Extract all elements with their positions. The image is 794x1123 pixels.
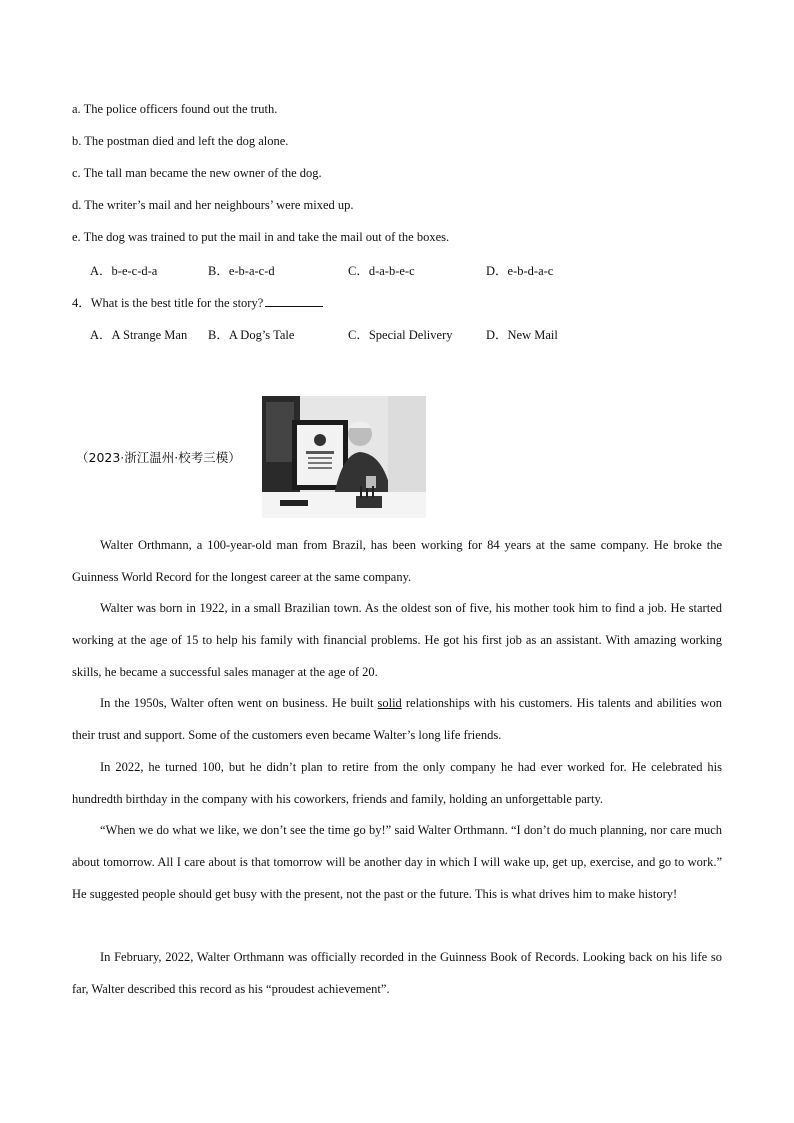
q4-question <box>72 293 323 311</box>
paragraph-3-part1: In the 1950s, Walter often went on business. He built <box>100 696 378 710</box>
paragraph-4: In 2022, he turned 100, but he didn’t plan to retire from the only company he had ever worked for. He celebrated his hundredth birthday in the company with his coworkers, friends and family, holding an unforgettable party. <box>72 760 722 806</box>
q3-option-a[interactable]: A．b-e-c-d-a <box>90 264 158 278</box>
paragraph-3-part2: relationships with his customers. His talents and abilities won their trust and support. Some of the customers even became Walter’s long life friends. <box>72 696 722 742</box>
q3-option-b[interactable]: B．e-b-a-c-d <box>208 264 275 278</box>
statement-a: a. The police officers found out the truth. <box>72 102 278 116</box>
paragraph-1: Walter Orthmann, a 100-year-old man from Brazil, has been working for 84 years at the same company. He broke the Guinness World Record for the longest career at the same company. <box>72 538 722 584</box>
q3-option-c[interactable]: C．d-a-b-e-c <box>348 264 415 278</box>
paragraph-3 <box>72 688 722 752</box>
q4-option-a[interactable]: A．A Strange Man <box>90 328 188 342</box>
q4-question-text: 4．What is the best title for the story? <box>72 296 264 310</box>
statement-e: e. The dog was trained to put the mail in and take the mail out of the boxes. <box>72 230 450 244</box>
q4-option-c[interactable]: C．Special Delivery <box>348 328 453 342</box>
q4-option-b[interactable]: B．A Dog’s Tale <box>208 328 295 342</box>
underlined-word: solid <box>377 696 402 710</box>
paragraph-5: “When we do what we like, we don’t see the time go by!” said Walter Orthmann. “I don’t do much planning, nor care much about tomorrow. All I care about is that tomorrow will be another day in which I will wake up, get up, exercise, and go to work.” He suggested people should get busy with the present, not the past or the future. This is what drives him to make history! <box>72 823 722 901</box>
paragraph-2: Walter was born in 1922, in a small Brazilian town. As the oldest son of five, his mother took him to find a job. He started working at the age of 15 to help his family with financial problems. He got his first job as an assistant. With amazing working skills, he became a successful sales manager at the age of 20. <box>72 601 722 679</box>
statement-b: b. The postman died and left the dog alone. <box>72 134 289 148</box>
source-label: （2023·浙江温州·校考三模） <box>76 450 241 465</box>
statement-d: d. The writer’s mail and her neighbours’ were mixed up. <box>72 198 354 212</box>
answer-blank[interactable] <box>265 295 323 307</box>
certificate-photo <box>262 396 426 518</box>
q3-option-d[interactable]: D．e-b-d-a-c <box>486 264 554 278</box>
statement-c: c. The tall man became the new owner of the dog. <box>72 166 322 180</box>
q4-option-d[interactable]: D．New Mail <box>486 328 558 342</box>
paragraph-6: In February, 2022, Walter Orthmann was officially recorded in the Guinness Book of Records. Looking back on his life so far, Walter described this record as his “proudest achievement”. <box>72 950 722 996</box>
